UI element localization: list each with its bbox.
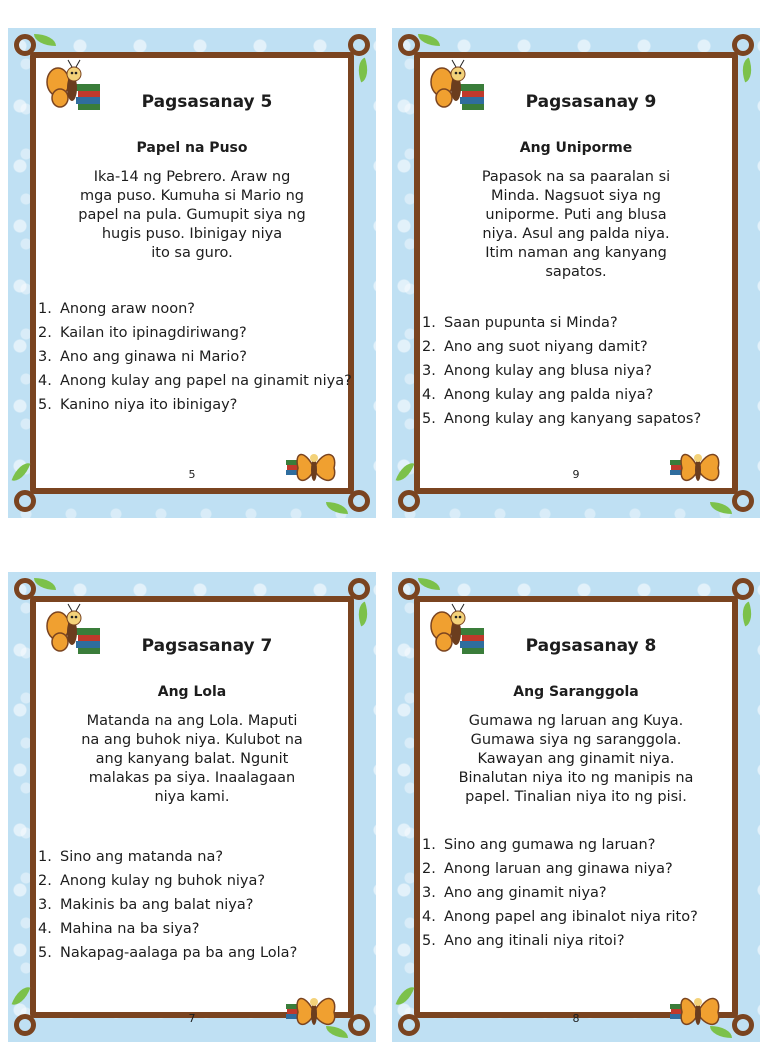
vine-curl-icon [14,34,36,56]
passage-line: Gumawa siya ng saranggola. [470,732,682,748]
leaf-icon [418,34,440,46]
leaf-icon [738,602,757,627]
passage-line: uniporme. Puti ang blusa [485,207,667,223]
passage-line: niya. Asul ang palda niya. [482,226,670,242]
question-number: 5. [38,397,52,413]
list-item [422,410,738,429]
list-item [422,836,738,855]
page-number: 8 [572,1012,580,1025]
question-number: 5. [38,945,52,961]
passage-line: Ika-14 ng Pebrero. Araw ng [93,169,291,185]
butterfly-icon [668,446,726,494]
vine-curl-icon [348,34,370,56]
question-text: Nakapag-aalaga pa ba ang Lola? [60,945,298,961]
question-text: Anong kulay ng buhok niya? [60,873,266,889]
question-number: 1. [38,849,52,865]
question-number: 5. [422,933,436,949]
card-passage [46,712,338,807]
card-subtitle: Papel na Puso [136,140,248,156]
question-number: 3. [422,363,436,379]
question-number: 1. [38,301,52,317]
leaf-icon [396,984,415,1009]
question-number: 4. [38,921,52,937]
question-text: Ano ang itinali niya ritoi? [444,933,625,949]
card-pagsasanay-9 [392,28,760,518]
list-item [38,324,354,343]
list-item [38,848,354,867]
list-item [38,372,354,391]
list-item [422,908,738,927]
leaf-icon [326,502,348,514]
list-item [422,386,738,405]
question-text: Kailan ito ipinagdiriwang? [60,325,247,341]
question-text: Ano ang suot niyang damit? [444,339,648,355]
question-text: Anong kulay ang kanyang sapatos? [444,411,702,427]
passage-line: Gumawa ng laruan ang Kuya. [468,713,684,729]
list-item [38,300,354,319]
question-text: Saan pupunta si Minda? [444,315,618,331]
list-item [422,314,738,333]
question-text: Kanino niya ito ibinigay? [60,397,238,413]
vine-curl-icon [14,490,36,512]
passage-line: ito sa guro. [151,245,233,261]
card-passage [430,168,722,282]
passage-line: Binalutan niya ito ng manipis na [458,770,694,786]
card-title: Pagsasanay 7 [141,636,273,656]
card-pagsasanay-8 [392,572,760,1042]
question-text: Ano ang ginawa ni Mario? [60,349,247,365]
question-number: 2. [38,873,52,889]
question-number: 4. [422,387,436,403]
passage-line: Itim naman ang kanyang [485,245,667,261]
card-passage [430,712,722,807]
card-pagsasanay-5 [8,28,376,518]
leaf-icon [34,578,56,590]
question-text: Anong kulay ang palda niya? [444,387,654,403]
butterfly-icon [284,446,342,494]
list-item [422,884,738,903]
question-text: Anong kulay ang papel na ginamit niya? [60,373,352,389]
vine-curl-icon [348,490,370,512]
vine-curl-icon [732,34,754,56]
vine-curl-icon [398,578,420,600]
leaf-icon [418,578,440,590]
card-pagsasanay-7 [8,572,376,1042]
list-item [38,396,354,415]
passage-line: sapatos. [545,264,607,280]
list-item [38,348,354,367]
question-text: Anong papel ang ibinalot niya rito? [444,909,698,925]
question-number: 2. [422,861,436,877]
card-title: Pagsasanay 8 [525,636,657,656]
list-item [38,896,354,915]
list-item [38,872,354,891]
vine-curl-icon [398,490,420,512]
page-number: 7 [188,1012,196,1025]
card-title: Pagsasanay 9 [525,92,657,112]
vine-curl-icon [732,578,754,600]
butterfly-icon [284,990,342,1038]
passage-line: Kawayan ang ginamit niya. [477,751,675,767]
vine-curl-icon [348,578,370,600]
question-number: 1. [422,315,436,331]
list-item [422,338,738,357]
question-text: Anong laruan ang ginawa niya? [444,861,673,877]
passage-line: papel na pula. Gumupit siya ng [78,207,306,223]
card-title: Pagsasanay 5 [141,92,273,112]
question-text: Anong araw noon? [60,301,196,317]
leaf-icon [354,58,373,83]
leaf-icon [738,58,757,83]
passage-line: niya kami. [154,789,230,805]
question-list [38,300,354,420]
card-subtitle: Ang Saranggola [513,684,639,700]
question-list [422,836,738,956]
page-number: 5 [188,468,196,481]
passage-line: Matanda na ang Lola. Maputi [86,713,298,729]
leaf-icon [710,502,732,514]
passage-line: hugis puso. Ibinigay niya [101,226,283,242]
leaf-icon [34,34,56,46]
question-text: Sino ang matanda na? [60,849,224,865]
question-number: 5. [422,411,436,427]
passage-line: malakas pa siya. Inaalagaan [88,770,296,786]
passage-line: papel. Tinalian niya ito ng pisi. [465,789,687,805]
question-text: Mahina na ba siya? [60,921,200,937]
list-item [422,362,738,381]
question-text: Ano ang ginamit niya? [444,885,607,901]
leaf-icon [354,602,373,627]
question-number: 2. [38,325,52,341]
question-text: Anong kulay ang blusa niya? [444,363,652,379]
list-item [38,944,354,963]
question-number: 3. [38,897,52,913]
question-number: 2. [422,339,436,355]
vine-curl-icon [14,578,36,600]
vine-curl-icon [398,34,420,56]
card-passage [46,168,338,263]
question-text: Sino ang gumawa ng laruan? [444,837,656,853]
question-list [422,314,738,434]
question-number: 3. [38,349,52,365]
question-list [38,848,354,968]
question-number: 4. [422,909,436,925]
card-subtitle: Ang Lola [157,684,227,700]
question-number: 1. [422,837,436,853]
passage-line: Minda. Nagsuot siya ng [491,188,661,204]
question-number: 4. [38,373,52,389]
butterfly-icon [668,990,726,1038]
passage-line: Papasok na sa paaralan si [481,169,671,185]
question-text: Makinis ba ang balat niya? [60,897,254,913]
passage-line: na ang buhok niya. Kulubot na [81,732,303,748]
vine-curl-icon [732,490,754,512]
card-subtitle: Ang Uniporme [519,140,633,156]
page-number: 9 [572,468,580,481]
list-item [38,920,354,939]
question-number: 3. [422,885,436,901]
list-item [422,932,738,951]
list-item [422,860,738,879]
passage-line: ang kanyang balat. Ngunit [95,751,289,767]
leaf-icon [12,984,31,1009]
passage-line: mga puso. Kumuha si Mario ng [79,188,305,204]
